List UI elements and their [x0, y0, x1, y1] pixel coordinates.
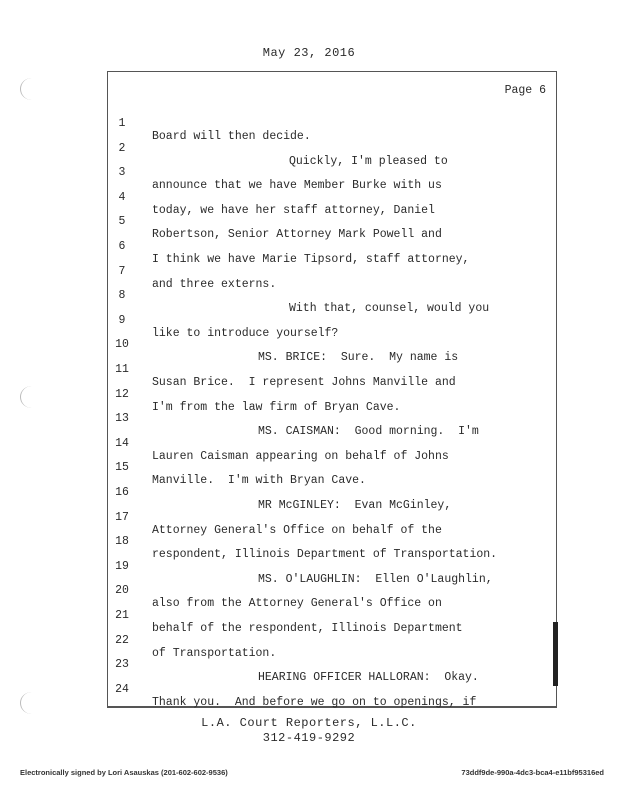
line-number: 15	[115, 461, 129, 475]
transcript-line	[0, 424, 618, 463]
transcript-line	[0, 645, 618, 685]
transcript-line	[0, 202, 618, 242]
transcript-line	[0, 227, 618, 266]
line-text: Susan Brice. I represent Johns Manville and	[152, 376, 456, 389]
transcript-line	[0, 670, 618, 709]
transcript-line	[0, 448, 618, 488]
transcript-line	[0, 375, 618, 414]
line-number: 6	[118, 240, 126, 253]
line-text: Board will then decide.	[152, 130, 311, 143]
transcript-line	[0, 473, 618, 512]
line-number: 5	[118, 215, 126, 229]
transcript-line	[0, 178, 618, 217]
line-text: MS. O'LAUGHLIN: Ellen O'Laughlin,	[258, 572, 493, 586]
line-text: Robertson, Senior Attorney Mark Powell and	[152, 228, 442, 242]
line-text: I think we have Marie Tipsord, staff attorney,	[152, 253, 470, 266]
line-number: 21	[115, 609, 129, 622]
line-number: 18	[115, 535, 129, 549]
line-text: like to introduce yourself?	[152, 326, 339, 340]
transcript-line	[0, 522, 618, 562]
transcript-line	[0, 276, 618, 316]
line-text: also from the Attorney General's Office on	[152, 597, 442, 611]
line-text: behalf of the respondent, Illinois Department	[152, 622, 463, 635]
punch-hole-bottom	[20, 692, 43, 714]
line-text: of Transportation.	[152, 646, 277, 660]
line-number: 22	[115, 633, 129, 647]
transcript-line	[0, 621, 618, 660]
line-number: 9	[118, 313, 126, 327]
line-text: Manville. I'm with Bryan Cave.	[152, 474, 366, 488]
line-number: 12	[115, 387, 129, 401]
header-date: May 23, 2016	[262, 46, 356, 60]
transcript-line	[0, 571, 618, 611]
footer-company: L.A. Court Reporters, L.L.C.	[201, 716, 417, 730]
line-text: Quickly, I'm pleased to	[289, 154, 448, 168]
line-number: 13	[115, 412, 129, 426]
line-text: MS. BRICE: Sure. My name is	[258, 351, 459, 365]
transcript-line	[0, 104, 618, 143]
line-text: I'm from the law firm of Bryan Cave.	[152, 400, 401, 414]
line-number: 17	[115, 510, 129, 524]
line-text: Lauren Caisman appearing on behalf of Johns	[152, 449, 449, 463]
line-number: 11	[115, 363, 129, 376]
line-number: 16	[115, 486, 129, 499]
transcript-line	[0, 301, 618, 340]
transcript-line	[0, 350, 618, 389]
line-number: 10	[115, 338, 129, 352]
transcript-line	[0, 399, 618, 439]
line-text: MS. CAISMAN: Good morning. I'm	[258, 425, 479, 439]
transcript-line	[0, 252, 618, 291]
line-text: Attorney General's Office on behalf of the	[152, 523, 442, 537]
line-text: today, we have her staff attorney, Daniel	[152, 203, 435, 217]
page-number: Page 6	[504, 84, 546, 97]
transcript-line	[0, 547, 618, 586]
transcript-line	[0, 129, 618, 168]
line-text: HEARING OFFICER HALLORAN: Okay.	[258, 671, 479, 685]
line-number: 2	[118, 141, 126, 155]
line-text: MR McGINLEY: Evan McGinley,	[258, 499, 452, 512]
line-text: With that, counsel, would you	[289, 302, 490, 316]
line-text: and three externs.	[152, 277, 277, 291]
line-number: 24	[115, 682, 129, 696]
transcript-line	[0, 596, 618, 635]
line-number: 23	[115, 658, 129, 672]
line-text: respondent, Illinois Department of Transportation.	[152, 548, 498, 562]
punch-hole-top	[20, 78, 43, 100]
footer-phone: 312-419-9292	[262, 731, 356, 745]
line-number: 7	[118, 264, 126, 278]
transcript-line	[0, 325, 618, 365]
line-number: 14	[115, 436, 129, 450]
transcript-line	[0, 498, 618, 537]
document-hash: 73ddf9de-990a-4dc3-bca4-e11bf95316ed	[461, 768, 604, 777]
electronic-signature-note: Electronically signed by Lori Asauskas (201-602-602-9536)	[20, 768, 228, 777]
line-number: 4	[118, 190, 126, 204]
line-number: 8	[118, 289, 126, 303]
line-number: 1	[118, 117, 126, 130]
line-number: 20	[115, 584, 129, 598]
line-text: Thank you. And before we go on to openings, if	[152, 695, 477, 709]
line-text: announce that we have Member Burke with us	[152, 179, 442, 193]
line-number: 3	[118, 166, 126, 180]
transcript-line	[0, 153, 618, 193]
line-number: 19	[115, 559, 129, 573]
